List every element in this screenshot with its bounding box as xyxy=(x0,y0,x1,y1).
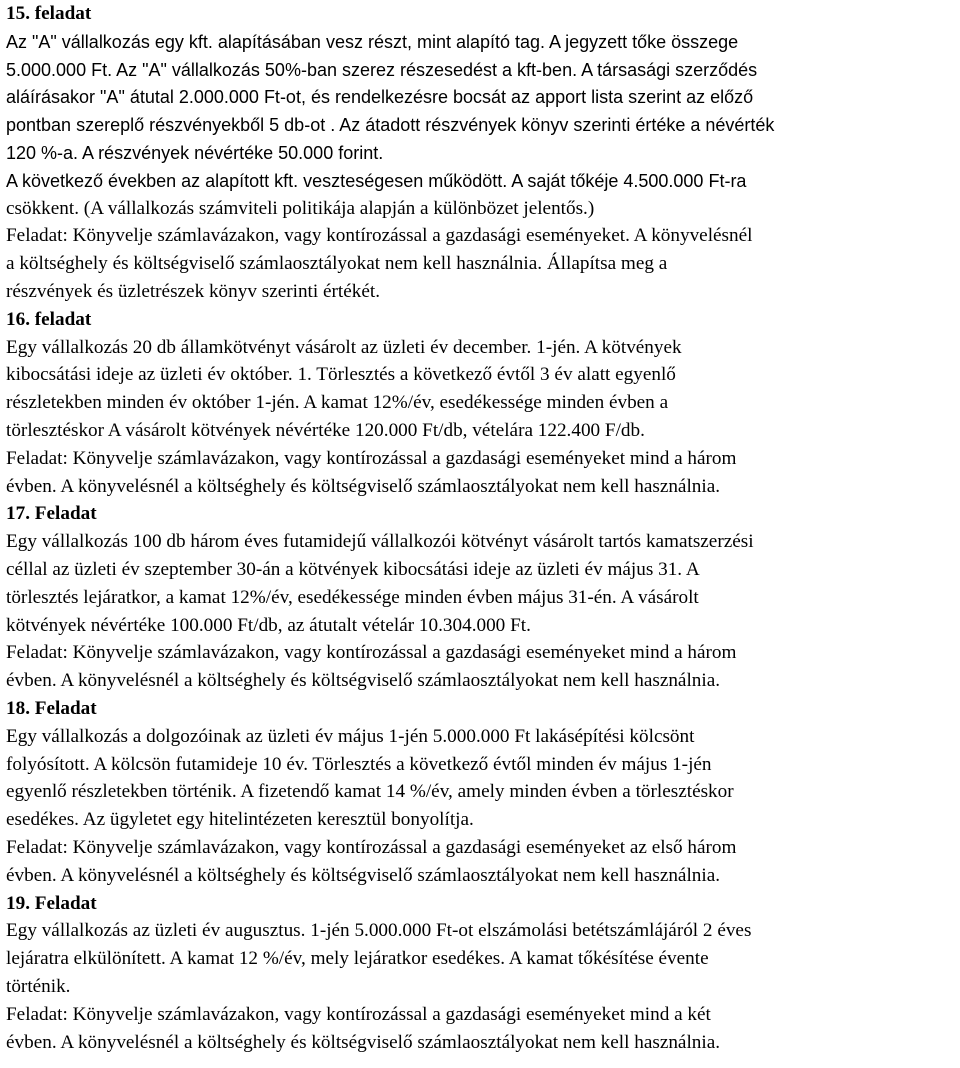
text-line: évben. A könyvelésnél a költséghely és költségviselő számlaosztályokat nem kell használnia. xyxy=(6,475,721,497)
text-line: Az "A" vállalkozás egy kft. alapításában vesz részt, mint alapító tag. A jegyzett tőke összege xyxy=(6,31,739,52)
text-line: törlesztés lejáratkor, a kamat 12%/év, esedékessége minden évben május 31-én. A vásárolt xyxy=(6,586,699,608)
text-line: kibocsátási ideje az üzleti év október. 1. Törlesztés a következő évtől 3 év alatt egyenlő xyxy=(6,364,676,386)
section-heading: 15. feladat xyxy=(6,3,92,24)
text-line: aláírásakor "A" átutal 2.000.000 Ft-ot, és rendelkezésre bocsát az apport lista szerint az előző xyxy=(6,87,754,108)
text-line: lejáratra elkülönített. A kamat 12 %/év, mely lejáratkor esedékes. A kamat tőkésítése évente xyxy=(6,948,709,970)
section-heading: 16. feladat xyxy=(6,308,92,330)
text-line: Feladat: Könyvelje számlavázakon, vagy kontírozással a gazdasági eseményeket mind a két xyxy=(6,1003,711,1025)
text-line: történik. xyxy=(6,976,71,997)
text-line: Feladat: Könyvelje számlavázakon, vagy kontírozással a gazdasági eseményeket mind a három xyxy=(6,447,737,469)
text-line: évben. A könyvelésnél a költséghely és költségviselő számlaosztályokat nem kell használnia. xyxy=(6,864,721,886)
text-line: évben. A könyvelésnél a költséghely és költségviselő számlaosztályokat nem kell használnia. xyxy=(6,670,721,692)
text-line: Feladat: Könyvelje számlavázakon, vagy kontírozással a gazdasági eseményeket mind a három xyxy=(6,642,737,664)
text-line: Feladat: Könyvelje számlavázakon, vagy kontírozással a gazdasági eseményeket az első három xyxy=(6,837,737,858)
text-line: törlesztéskor A vásárolt kötvények névértéke 120.000 Ft/db, vételára 122.400 F/db. xyxy=(6,420,645,441)
text-line: kötvények névértéke 100.000 Ft/db, az átutalt vételár 10.304.000 Ft. xyxy=(6,614,531,636)
text-line: 120 %-a. A részvények névértéke 50.000 forint. xyxy=(6,143,384,163)
section-heading: 19. Feladat xyxy=(6,892,97,914)
text-line: részvények és üzletrészek könyv szerinti értékét. xyxy=(6,281,380,302)
text-line: esedékes. Az ügyletet egy hitelintézeten keresztül bonyolítja. xyxy=(6,809,474,831)
text-line: folyósított. A kölcsön futamideje 10 év. Törlesztés a következő évtől minden év május 1-jén xyxy=(6,753,712,775)
text-line: Egy vállalkozás a dolgozóinak az üzleti év május 1-jén 5.000.000 Ft lakásépítési kölcsönt xyxy=(6,725,695,747)
text-line: Egy vállalkozás 100 db három éves futamidejű vállalkozói kötvényt vásárolt tartós kamatszerzési xyxy=(6,531,754,553)
text-line: Feladat: Könyvelje számlavázakon, vagy kontírozással a gazdasági eseményeket. A könyvelésnél xyxy=(6,225,753,247)
section-heading: 17. Feladat xyxy=(6,503,97,525)
text-line: a költséghely és költségviselő számlaosztályokat nem kell használnia. Állapítsa meg a xyxy=(6,253,668,275)
text-line: Egy vállalkozás az üzleti év augusztus. 1-jén 5.000.000 Ft-ot elszámolási betétszámlájáról 2 éves xyxy=(6,920,752,942)
text-line: 5.000.000 Ft. Az "A" vállalkozás 50%-ban szerez részesedést a kft-ben. A társasági szerződés xyxy=(6,59,758,80)
text-line: részletekben minden év október 1-jén. A kamat 12%/év, esedékessége minden évben a xyxy=(6,392,669,414)
text-line: évben. A könyvelésnél a költséghely és költségviselő számlaosztályokat nem kell használnia. xyxy=(6,1031,721,1053)
text-line: pontban szereplő részvényekből 5 db-ot . Az átadott részvények könyv szerinti értéke a névérték xyxy=(6,115,775,136)
text-line: céllal az üzleti év szeptember 30-án a kötvények kibocsátási ideje az üzleti év május 31. A xyxy=(6,559,700,580)
text-line: csökkent. (A vállalkozás számviteli politikája alapján a különbözet jelentős.) xyxy=(6,197,595,219)
text-line: Egy vállalkozás 20 db államkötvényt vásárolt az üzleti év december. 1-jén. A kötvények xyxy=(6,336,682,358)
text-line: A következő években az alapított kft. veszteségesen működött. A saját tőkéje 4.500.000 Ft-ra xyxy=(6,170,747,191)
section-heading: 18. Feladat xyxy=(6,698,97,719)
text-line: egyenlő részletekben történik. A fizetendő kamat 14 %/év, amely minden évben a törlesztéskor xyxy=(6,781,734,803)
